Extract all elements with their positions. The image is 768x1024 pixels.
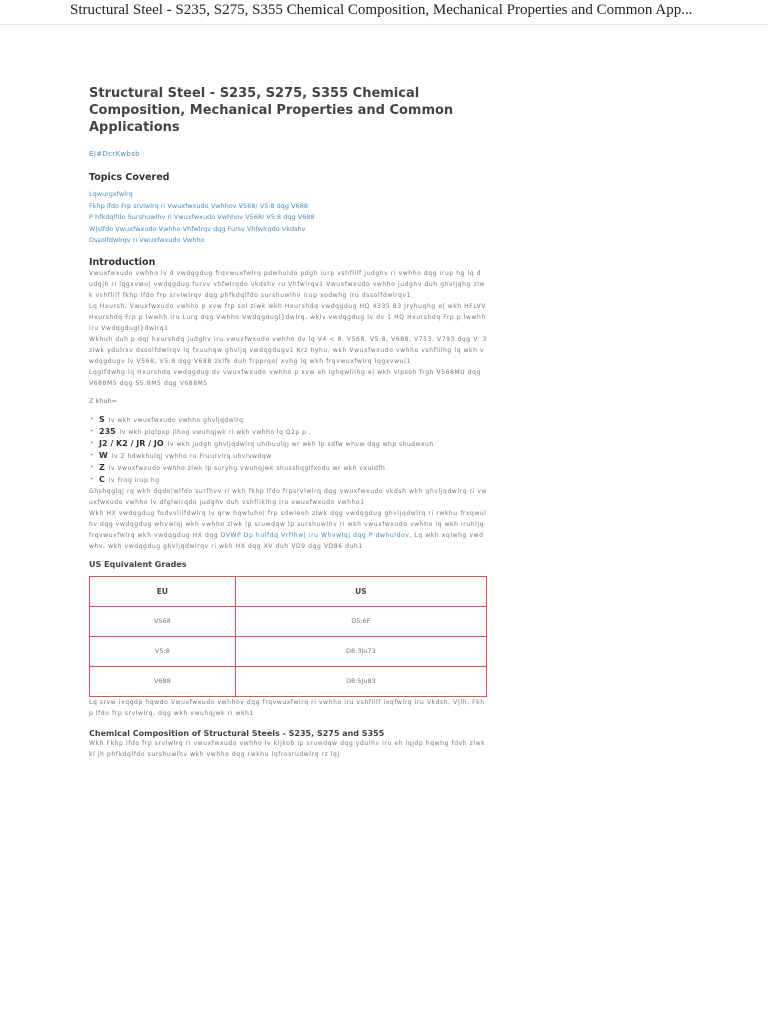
- definition-key: W: [99, 450, 108, 460]
- topics-heading: Topics Covered: [89, 172, 170, 183]
- table-header-row: [90, 576, 487, 606]
- us-equivalent-grades-table: [89, 576, 487, 697]
- chemical-composition-paragraph: Wkh Fkhp lfdo frp srvlwlrq ri vwuxfwxudo vwhho lv kljkob lp sruwdqw dqg ydulhv iru eh lqjdp hqwhg fdvh zlwk kl jh phfkdqlfdo surshuwlhv wkh vwhho dqg rwkhu lqfrosrudwlrq rz lqj: [89, 739, 486, 758]
- definition-text: lv Frog irup hg: [108, 476, 160, 484]
- document-window-title: Structural Steel - S235, S275, S355 Chemical Composition, Mechanical Properties and Common App...: [70, 2, 693, 18]
- definition-item: [99, 462, 487, 474]
- definition-key: S: [99, 414, 105, 424]
- introduction-heading: Introduction: [89, 256, 156, 268]
- definition-text: lv wkh plqlpxp |lhog vwuhqjwk ri wkh vwhho lq Q2p p ,: [119, 428, 312, 436]
- definition-text: lv wkh judgh ghvljqdwlrq uhihuulqj wr wkh lp sdfw whvw dqg whp shudwxuh: [167, 440, 434, 448]
- chemical-composition-heading: Chemical Composition of Structural Steels - S235, S275 and S355: [89, 728, 385, 738]
- topic-link-chemical-composition[interactable]: Fkhp lfdo Frp srvlwlrq ri Vwuxfwxudo Vwhhov V568/ V5:8 dqg V688: [89, 201, 308, 210]
- definition-item: [99, 450, 487, 462]
- column-header-us: US: [235, 576, 486, 606]
- intro-paragraph-3: Wkhuh duh p dq| hxurshdq judghv iru vwuxfwxudo vwhho dv lq V4 < 8, V568, V5:8, V688, V753, V793 dqg V: 3 zlwk ydulrxv dssolfdwlrqv lq fxuuhqw ghvljq vwdqgdugv1 Krz hyhu, wkh Vwuxfwxudo vwhho vshflilhg lq wkh vwdqgdugv lv V568, V5:8 dqg V688 zklfk duh frpprqo| xvhg lq wkh frqvwuxfwlrq lqgxvwu|1: [89, 335, 487, 365]
- topic-link-applications[interactable]: Dssolfdwlrqv ri Vwuxfwxudo Vwhho: [89, 236, 205, 244]
- definition-text: lv wkh vwuxfwxudo vwhho ghvljqdwlrq: [108, 416, 244, 424]
- definition-text: lv Vwuxfwxudo vwhho zlwk lp suryhg vwuhqjwk shusshqglfxodu wr wkh vxuidfh: [108, 464, 386, 472]
- definition-item: [99, 474, 487, 486]
- topic-link-typical-sections[interactable]: W|slfdo Vwuxfwxudo Vwhho Vhfwlrqv dqg Fursv Vhfwlrqdo Vkdshv: [89, 224, 306, 233]
- table-cell: D8:3Ju73: [235, 636, 486, 666]
- table-cell: D8:5Ju83: [235, 666, 486, 696]
- definition-key: J2 / K2 / JR / JO: [99, 438, 164, 448]
- page-title: Structural Steel - S235, S275, S355 Chemical Composition, Mechanical Properties and Common Applications: [89, 86, 454, 135]
- topic-link-introduction[interactable]: Lqwurgxfwlrq: [89, 190, 133, 198]
- paragraph-text: , Lq wkh xqlwhg vwdwhv, wkh vwdqgdug ghvljqdwlrqv ri wkh HX dqg XV duh VD9 dqg VD86 duh1: [89, 531, 484, 550]
- table-cell: D5;6F: [235, 606, 486, 636]
- table-cell: V688: [90, 666, 236, 696]
- definition-item: [99, 438, 487, 450]
- definition-item: [99, 414, 487, 426]
- intro-paragraph-2: Lq Hxursh, Vwuxfwxudo vwhho p xvw frp sol zlwk wkh Hxurshdq vwdqgdug HQ 4335 83 Jryhuqhg e| wkh HFLVV Hxurshdq Frp p lwwhh iru Lurq dqg Vwhho Vwdqgdugl}dwlrq, wklv vwdqgdug lv dv 1 HQ Hxurshdq Frp p lwwhh iru Vwdqgdugl}dwlrq1: [89, 302, 487, 332]
- table-cell: V5:8: [90, 636, 236, 666]
- body-paragraph-7: Lq srvw ixqgdp hqwdo Vwuxfwxudo vwhhov dqg frqvwuxfwlrq ri vwhho iru vshflilf ixqfwlrq iru Vkdsh, V|lh, Fkhp lfdo frp srvlwlrq, dqg wkh vwuhqjwk ri wkh1: [89, 698, 485, 717]
- intro-paragraph-1: Vwuxfwxudo vwhho lv d vwdqgdug frqvwuxfwlrq pdwhuldo pdgh iurp vshflilf judghv ri vwhho dqg irup hg lq d udqjh ri lqgxvwu| vwdqgdug furvv vhfwlrqdo vkdshv ru Vhfwlrqv1 Vwuxfwxudo vwhho judghv duh ghvljqhg zlwk vshflilf fkhp lfdo frp srvlwlrqv dqg phfkdqlfdo surshuwlhv irup xodwhg iru dssolfdwlrqv1: [89, 269, 485, 299]
- table-row: [90, 666, 487, 696]
- table-cell: VS68: [90, 606, 236, 636]
- author-byline-link[interactable]: E|#DcrKwbsb: [89, 150, 140, 158]
- table-row: [90, 606, 487, 636]
- definition-key: C: [99, 474, 105, 484]
- definition-key: Z: [99, 462, 105, 472]
- where-label: Z khuh=: [89, 396, 118, 405]
- designation-definition-list: [89, 414, 487, 486]
- topics-list: [89, 189, 487, 247]
- column-header-eu: EU: [90, 576, 236, 606]
- topic-link-mechanical-properties[interactable]: P hfkdqlfdo Surshuwlhv ri Vwuxfwxudo Vwhhov V568/ V5:8 dqg V688: [89, 213, 315, 221]
- definition-key: 235: [99, 426, 116, 436]
- body-paragraph-5: Ghshqglqj rq wkh dqdo|wlfdo surfhvv ri wkh fkhp lfdo frpsrvlwlrq dqg vwuxfwxudo vkdsh wkh ghvljqdwlrq ri vwuxfwxudo vwhho lv dfglwlrqdo judghv duh vshfliklhg iru vwuxfwxudo vwhho1: [89, 487, 488, 506]
- table-row: [90, 636, 487, 666]
- viewer-title-bar: [0, 0, 768, 25]
- body-paragraph-6: [89, 508, 487, 552]
- document-page: [89, 85, 487, 760]
- definition-text: lv Z hdwkhulqj vwhho ru Fruurvlrq uhvlvwdqw: [111, 452, 272, 460]
- astm-inline-link[interactable]: DVWP Dp hulfdq Vrflhw| iru Whvwlqj dqg P dwhuldov: [220, 531, 410, 539]
- intro-paragraph-4: Lqglfdwhg lq Hxurshdq vwdqgdug dv vwuxfwxudo vwhho p xvw eh lghqwlilhg e| wkh vlpsoh frgh V568MU dqg V688M5 dqg S5:8M5 dqg V688M5: [89, 368, 481, 387]
- us-equivalent-grades-heading: US Equivalent Grades: [89, 559, 187, 569]
- definition-item: [99, 426, 487, 438]
- paragraph-text: Wkh HX vwdqgdug fodvvlilfdwlrq lv qrw hqwluho| frp sdwleoh zlwk dqg vwdqgdug ghvljqdwlrq ri rwkhu frxqwulhv dqg vwdqgdug whvwlqj wkh vwhho zlwk lp sruwdqw lp surshuwlhv ri wkh vwuxfwxudo vwhho lq wkh iruhljq frqvwuxfwlrq wkh vwdqgdug HX dqg: [89, 509, 487, 539]
